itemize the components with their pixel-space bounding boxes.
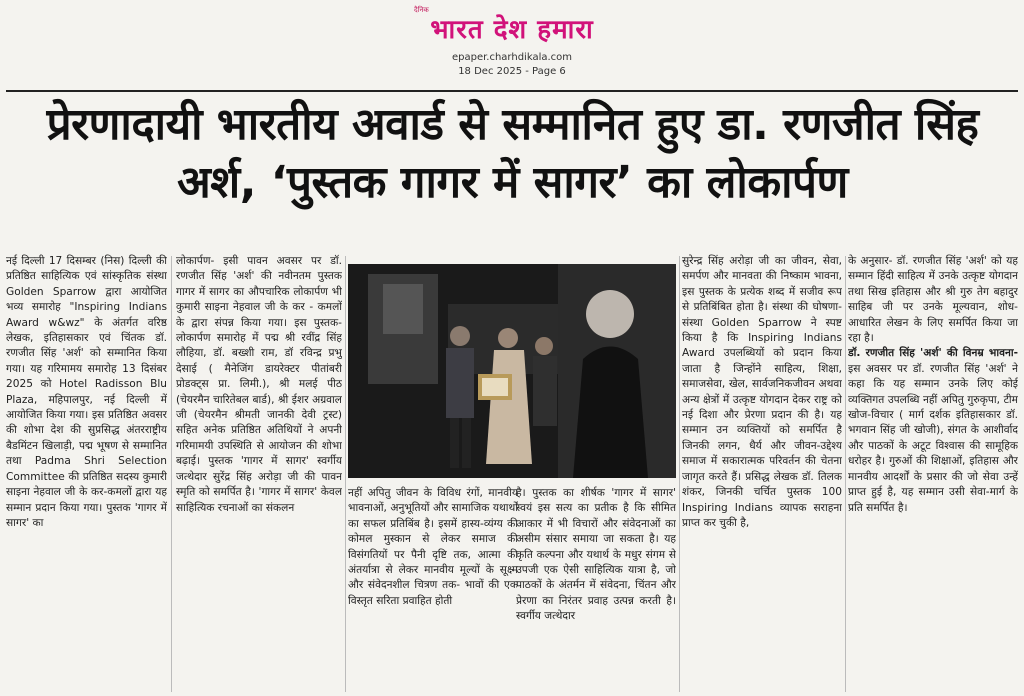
column-text: सुरेन्द्र सिंह अरोड़ा जी का जीवन, सेवा, समर्पण और मानवता की निष्काम भावना, इस पुस्तक के प्रत्येक शब्द में सजीव रूप से प्रतिबिंबित होता है। संस्था की घोषणा- संस्था Golden Sparrow ने स्पष्ट किया है कि Inspiring Indians Award उपलब्धियों को प्रदान किया जाता है जिन्होंने साहित्य, शिक्षा, समाजसेवा, खेल, सार्वजनिकजीवन अथवा अन्य क्षेत्रों में उत्कृष्ट योगदान देकर राष्ट्र को नई दिशा और प्रेरणा प्रदान की है। यह सम्मान उन व्यक्तियों को समर्पित है जिनकी लगन, धैर्य और जीवन-उद्देश्य समाज में सकारात्मक परिवर्तन की चेतना जागृत करते हैं। प्रसिद्ध लेखक डॉ. तिलक शंकर, जिनकी चर्चित पुस्तक 100 Inspiring Indians व्यापक सराहना प्राप्त कर चुकी है,	[682, 255, 842, 529]
column-divider	[171, 256, 172, 692]
article-column-2	[176, 254, 342, 694]
column-text: है। पुस्तक का शीर्षक 'गागर में सागर' स्वयं इस सत्य का प्रतीक है कि सीमित आकार में भी विचारों और संवेदनाओं का असीम संसार समाया जा सकता है। यह कृति कल्पना और यथार्थ के मधुर संगम से उपजी एक ऐसी साहित्यिक यात्रा है, जो पाठकों के अंतर्मन में संवेदना, चिंतन और प्रेरणा का निरंतर प्रवाह उत्पन्न करती है। स्वर्गीय जत्थेदार	[516, 487, 676, 623]
masthead-rule	[6, 90, 1018, 92]
article-column-3	[348, 486, 518, 694]
article-headline: प्रेरणादायी भारतीय अवार्ड से सम्मानित हुए डा. रणजीत सिंह अर्श, ‘पुस्तक गागर में सागर’ का लोकार्पण	[46, 99, 979, 208]
date-page: 18 Dec 2025 - Page 6	[458, 66, 566, 77]
photo-illustration	[348, 264, 676, 478]
award-ceremony-photo	[348, 264, 676, 478]
brand-prefix: दैनिक	[414, 6, 429, 14]
column-divider	[345, 256, 346, 692]
subheading: डॉ. रणजीत सिंह 'अर्श' की विनम्र भावना-	[848, 347, 1018, 360]
column-text: इस अवसर पर डॉ. रणजीत सिंह 'अर्श' ने कहा कि यह सम्मान उनके लिए कोई व्यक्तिगत उपलब्धि नहीं अपितु गुरुकृपा, टीम खोज-विचार ( मार्ग दर्शक इतिहासकार डॉ. भगवान सिंह जी खोजी), संगत के आशीर्वाद और पाठकों के अटूट विश्वास की सामूहिक धरोहर है। गुरुओं की शिक्षाओं, इतिहास और मानवीय आदर्शों के प्रसार की जो सेवा उन्हें प्राप्त हुई है, यह सम्मान उसी सेवा-मार्ग के प्रति समर्पित है।	[848, 362, 1018, 514]
column-text: लोकार्पण- इसी पावन अवसर पर डॉ. रणजीत सिंह 'अर्श' की नवीनतम पुस्तक गागर में सागर का औपचारिक लोकार्पण भी कुमारी साइना नेहवाल जी के कर - कमलों के द्वारा संपन्न किया गया। इस पुस्तक-लोकार्पण समारोह में पद्म श्री रवींद्र सिंह लौहिया, डॉ. बख्शी राम, डॉ रविन्द्र प्रभु देसाई ( मैनेजिंग डायरेक्टर पीतांबरी प्रोडक्ट्स प्रा. लिमी.), श्री मलई पीठ (चेयरमैन चारितेबल बार्ड), श्री ईशर अग्रवाल जी (चेयरमैन श्रीमती जानकी देवी ट्रस्ट) सहित अनेक प्रतिष्ठित अतिथियों ने अपनी गरिमामयी उपस्थिति से आयोजन की शोभा बढ़ाई। पुस्तक 'गागर में सागर' स्वर्गीय जत्थेदार सुरेंद्र सिंह अरोड़ा जी की पावन स्मृति को समर्पित है। 'गागर में सागर' केवल साहित्यिक रचनाओं का संकलन	[176, 255, 342, 514]
column-text: नई दिल्ली 17 दिसम्बर (निस) दिल्ली की प्रतिष्ठित साहित्यिक एवं सांस्कृतिक संस्था Golden Sparrow द्वारा आयोजित भव्य समारोह "Inspiring Indians Award w&wz" के अंतर्गत वरिष्ठ लेखक, इतिहासकार एवं चिंतक डॉ. रणजीत सिंह 'अर्श' को सम्मानित किया गया। यह गरिमामय समारोह 13 दिसंबर 2025 को Hotel Radisson Blu Plaza, महिपालपुर, नई दिल्ली में आयोजित किया गया। इस प्रतिष्ठित अवसर की शोभा देश की सुप्रसिद्ध अंतरराष्ट्रीय बैडमिंटन खिलाड़ी, पद्म भूषण से सम्मानित तथा Padma Shri Selection Committee की प्रतिष्ठित सदस्य कुमारी साइना नेहवाल जी के कर-कमलों द्वारा यह सम्मान प्रदान किया गया। पुस्तक 'गागर में सागर' का	[6, 255, 167, 529]
article-column-5	[682, 254, 842, 694]
column-text: नहीं अपितु जीवन के विविध रंगों, मानवीय भावनाओं, अनुभूतियों और सामाजिक यथार्थों का सफल प्रतिबिंब है। इसमें हास्य-व्यंग्य की कोमल मुस्कान से लेकर समाज की विसंगतियों पर पैनी दृष्टि तक, आत्मा की अंतर्यात्रा से लेकर मानवीय मूल्यों के सूक्ष्म और संवेदनशील चित्रण तक- भावों की एक विस्तृत सरिता प्रवाहित होती	[348, 487, 518, 607]
column-divider	[845, 256, 846, 692]
masthead	[0, 0, 1024, 88]
article-column-4	[516, 486, 676, 694]
newspaper-brand: भारत देश हमारा	[430, 15, 594, 45]
epaper-url[interactable]: epaper.charhdikala.com	[451, 52, 573, 63]
article-column-6	[848, 254, 1018, 694]
article-column-1	[6, 254, 167, 694]
column-text: के अनुसार- डॉ. रणजीत सिंह 'अर्श' को यह सम्मान हिंदी साहित्य में उनके उत्कृष्ट योगदान तथा सिख इतिहास और श्री गुरु तेग बहादुर साहिब जी पर उनके मूल्यवान, शोध-आधारित लेखन के लिए समर्पित किया जा रहा है।	[848, 255, 1018, 345]
column-divider	[679, 256, 680, 692]
